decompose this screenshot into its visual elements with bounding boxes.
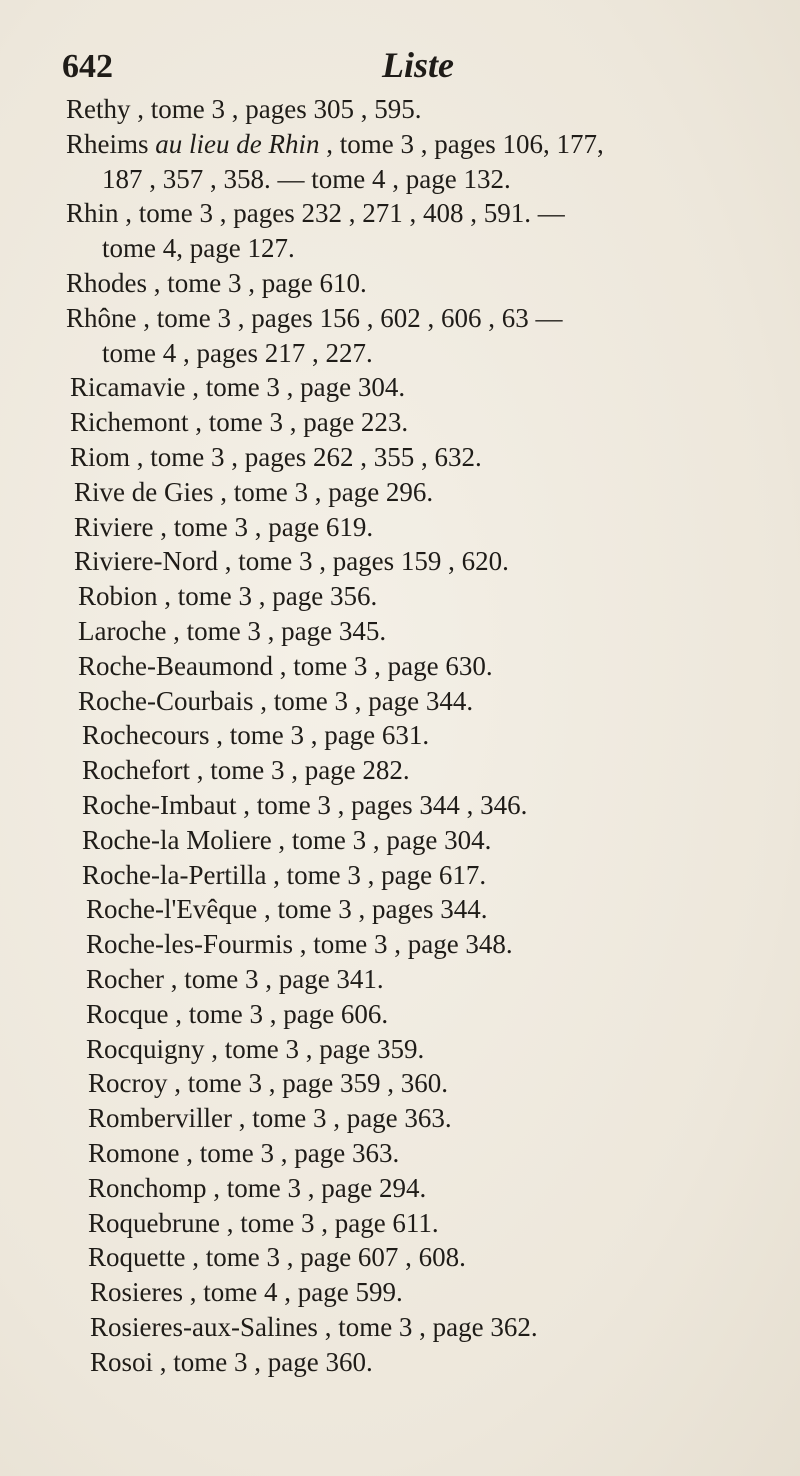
index-entry (66, 1240, 786, 1275)
entry-text: Riom , tome 3 , pages 262 , 355 , 632. (70, 441, 482, 472)
index-entry (66, 510, 786, 545)
entry-text: Rochecours , tome 3 , page 631. (82, 720, 430, 751)
entry-text: Rochefort , tome 3 , page 282. (82, 755, 410, 786)
entry-text: Rosoi , tome 3 , page 360. (90, 1346, 373, 1377)
index-entry (66, 196, 786, 231)
index-entry (66, 962, 786, 997)
entry-text: Roche-la Moliere , tome 3 , page 304. (82, 824, 492, 855)
index-entry (66, 927, 786, 962)
index-entry (66, 718, 786, 753)
entry-text: Roche-Imbaut , tome 3 , pages 344 , 346. (82, 789, 528, 820)
index-entry (66, 684, 786, 719)
entry-text: Rocroy , tome 3 , page 359 , 360. (88, 1068, 448, 1099)
entry-text: Rocquigny , tome 3 , page 359. (86, 1033, 425, 1064)
index-entry (66, 544, 786, 579)
entry-text: Roquebrune , tome 3 , page 611. (88, 1207, 439, 1238)
entry-text: Rhin , tome 3 , pages 232 , 271 , 408 , 591. — (66, 198, 565, 229)
page-header (62, 44, 762, 92)
index-entry (66, 440, 786, 475)
index-entry (66, 370, 786, 405)
index-entry (66, 858, 786, 893)
index-entry (66, 753, 786, 788)
index-entry (66, 892, 786, 927)
entry-text: Riviere-Nord , tome 3 , pages 159 , 620. (74, 546, 509, 577)
entry-text: Rethy , tome 3 , pages 305 , 595. (66, 94, 422, 124)
index-entry (66, 1206, 786, 1241)
index-entry (66, 1275, 786, 1310)
entry-text: Roche-la-Pertilla , tome 3 , page 617. (82, 859, 487, 890)
index-entry (66, 788, 786, 823)
entry-text: Rosieres , tome 4 , page 599. (90, 1277, 403, 1308)
entry-text: Richemont , tome 3 , page 223. (70, 407, 409, 438)
index-entry (66, 649, 786, 684)
entry-text: Roche-Beaumond , tome 3 , page 630. (78, 650, 493, 681)
entry-text: Rosieres-aux-Salines , tome 3 , page 362. (90, 1311, 538, 1342)
index-entry (66, 475, 786, 510)
entry-text: Rocher , tome 3 , page 341. (86, 963, 384, 994)
index-entry (66, 127, 786, 162)
index-entry (66, 1066, 786, 1101)
index-entry (66, 1101, 786, 1136)
entry-italic-text: au lieu de Rhin (155, 128, 320, 159)
index-entry (66, 1032, 786, 1067)
index-entry (66, 823, 786, 858)
index-entry (66, 92, 786, 127)
index-entry (66, 1345, 786, 1380)
entry-text-tail: , tome 3 , pages 106, 177, (319, 128, 604, 159)
index-entry (66, 579, 786, 614)
entry-text: Rheims (66, 128, 156, 159)
index-entries (66, 92, 786, 1379)
entry-text: Rive de Gies , tome 3 , page 296. (74, 476, 434, 507)
index-entry-continuation (66, 336, 786, 371)
entry-text: tome 4 , pages 217 , 227. (102, 337, 373, 368)
entry-text: Roche-les-Fourmis , tome 3 , page 348. (86, 929, 513, 960)
index-entry (66, 301, 786, 336)
index-entry (66, 997, 786, 1032)
index-entry (66, 405, 786, 440)
entry-text: Roche-Courbais , tome 3 , page 344. (78, 685, 474, 716)
index-entry (66, 1136, 786, 1171)
entry-text: tome 4, page 127. (102, 233, 295, 264)
entry-text: Rocque , tome 3 , page 606. (86, 998, 389, 1029)
index-entry-continuation (66, 162, 786, 197)
page-number: 642 (62, 48, 113, 85)
entry-text: 187 , 357 , 358. — tome 4 , page 132. (102, 163, 511, 194)
entry-text: Ronchomp , tome 3 , page 294. (88, 1172, 427, 1203)
index-entry (66, 1310, 786, 1345)
entry-text: Riviere , tome 3 , page 619. (74, 511, 374, 542)
running-title: Liste (382, 45, 454, 85)
entry-text: Robion , tome 3 , page 356. (78, 581, 378, 612)
index-entry-continuation (66, 231, 786, 266)
entry-text: Roche-l'Evêque , tome 3 , pages 344. (86, 894, 488, 925)
entry-text: Rhône , tome 3 , pages 156 , 602 , 606 , 63 — (66, 302, 563, 333)
entry-text: Rhodes , tome 3 , page 610. (66, 267, 367, 298)
entry-text: Laroche , tome 3 , page 345. (78, 615, 387, 646)
entry-text: Ricamavie , tome 3 , page 304. (70, 372, 406, 403)
index-entry (66, 614, 786, 649)
index-entry (66, 266, 786, 301)
entry-text: Romberviller , tome 3 , page 363. (88, 1103, 452, 1134)
entry-text: Roquette , tome 3 , page 607 , 608. (88, 1242, 466, 1273)
index-entry (66, 1171, 786, 1206)
entry-text: Romone , tome 3 , page 363. (88, 1137, 400, 1168)
